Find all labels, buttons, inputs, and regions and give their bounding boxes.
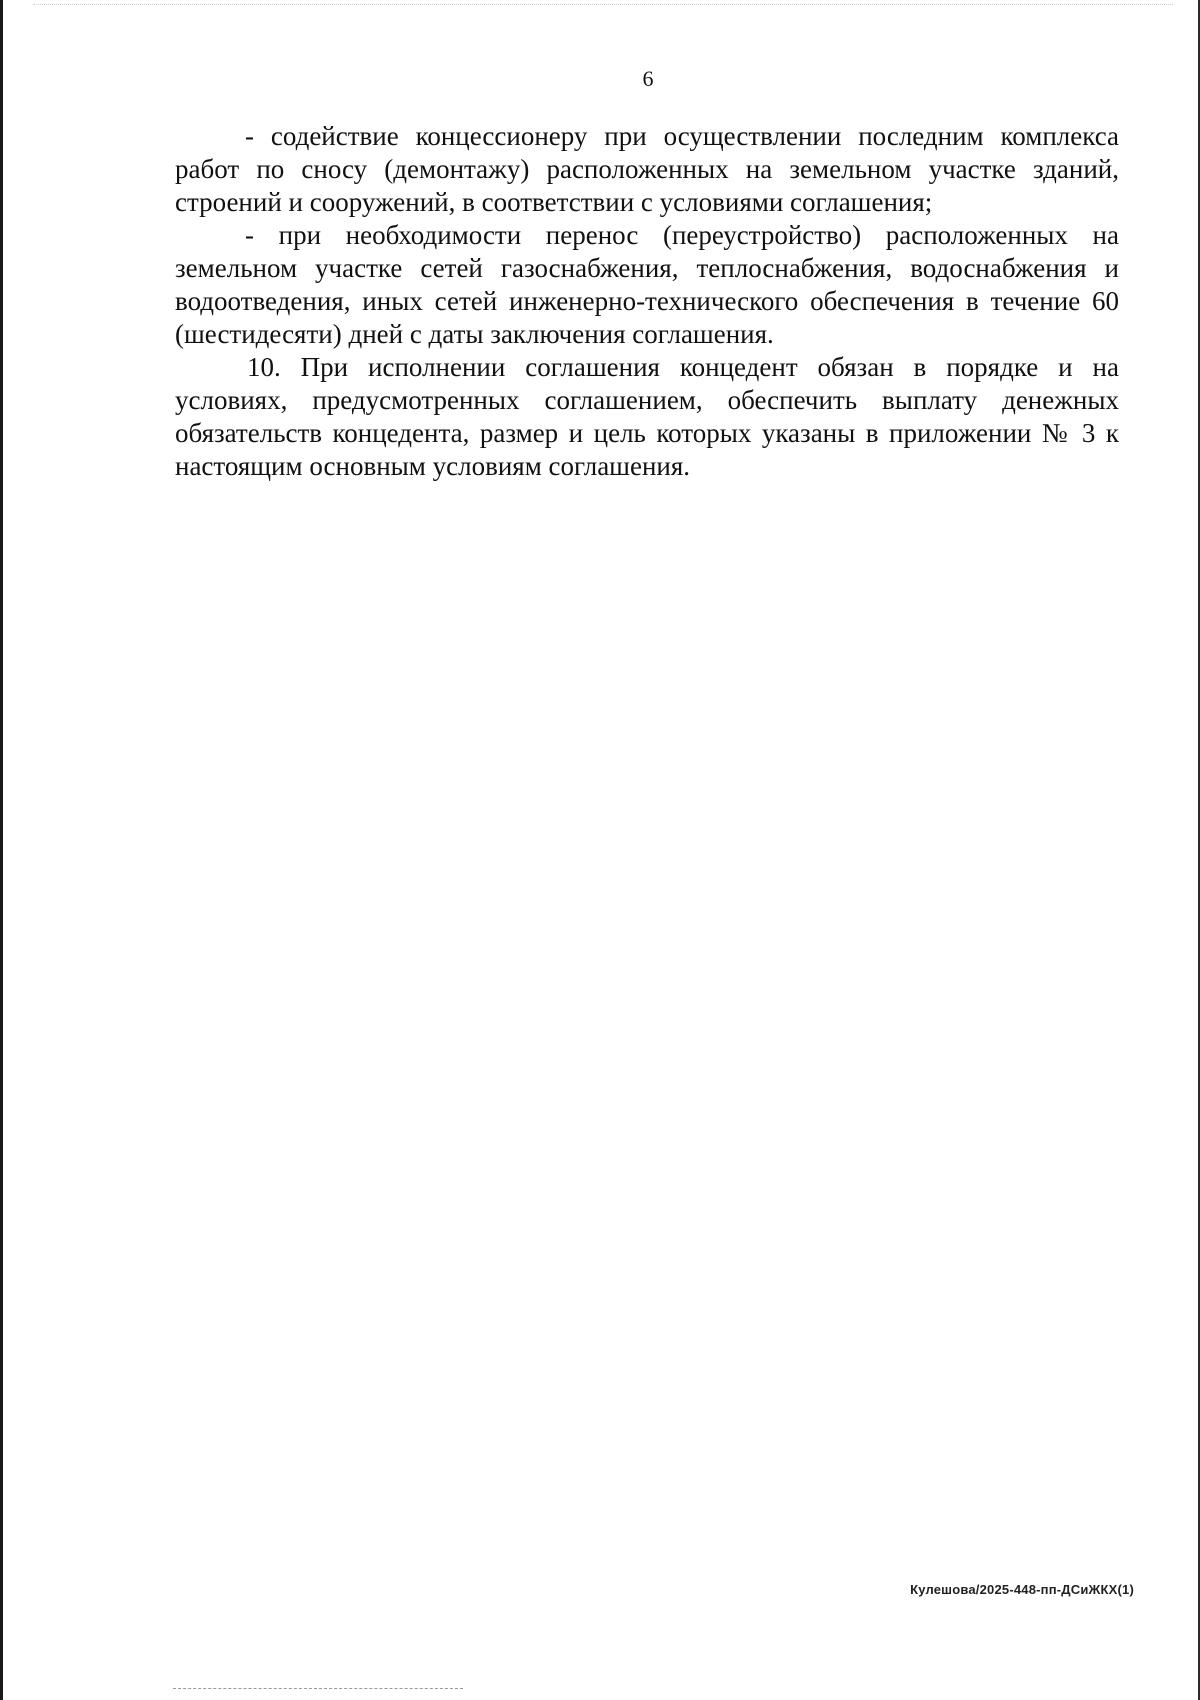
document-body [175, 120, 1119, 483]
scan-artifact-bottom [173, 1688, 463, 1689]
scan-artifact-top [33, 4, 1173, 5]
page-number: 6 [642, 66, 654, 91]
paragraph-network-relocation: - при необходимости перенос (переустройство) расположенных на земельном участке сетей газоснабжения, теплоснабжения, водоснабжения и водоотведения, иных сетей инженерно-технического обеспечения в течение 60 (шестидесяти) дней с даты заключения соглашения. [175, 220, 1119, 349]
document-footer-code: Кулешова/2025-448-пп-ДСиЖКХ(1) [910, 1582, 1134, 1597]
paragraph-demolition-assistance: - содействие концессионеру при осуществлении последним комплекса работ по сносу (демонтажу) расположенных на земельном участке зданий, строений и сооружений, в соответствии с условиями соглашения; [175, 121, 1119, 217]
clause-10-payment-obligations: 10. При исполнении соглашения концедент обязан в порядке и на условиях, предусмотренных соглашением, обеспечить выплату денежных обязательств концедента, размер и цель которых указаны в приложении № 3 к настоящим основным условиям соглашения. [175, 352, 1119, 481]
